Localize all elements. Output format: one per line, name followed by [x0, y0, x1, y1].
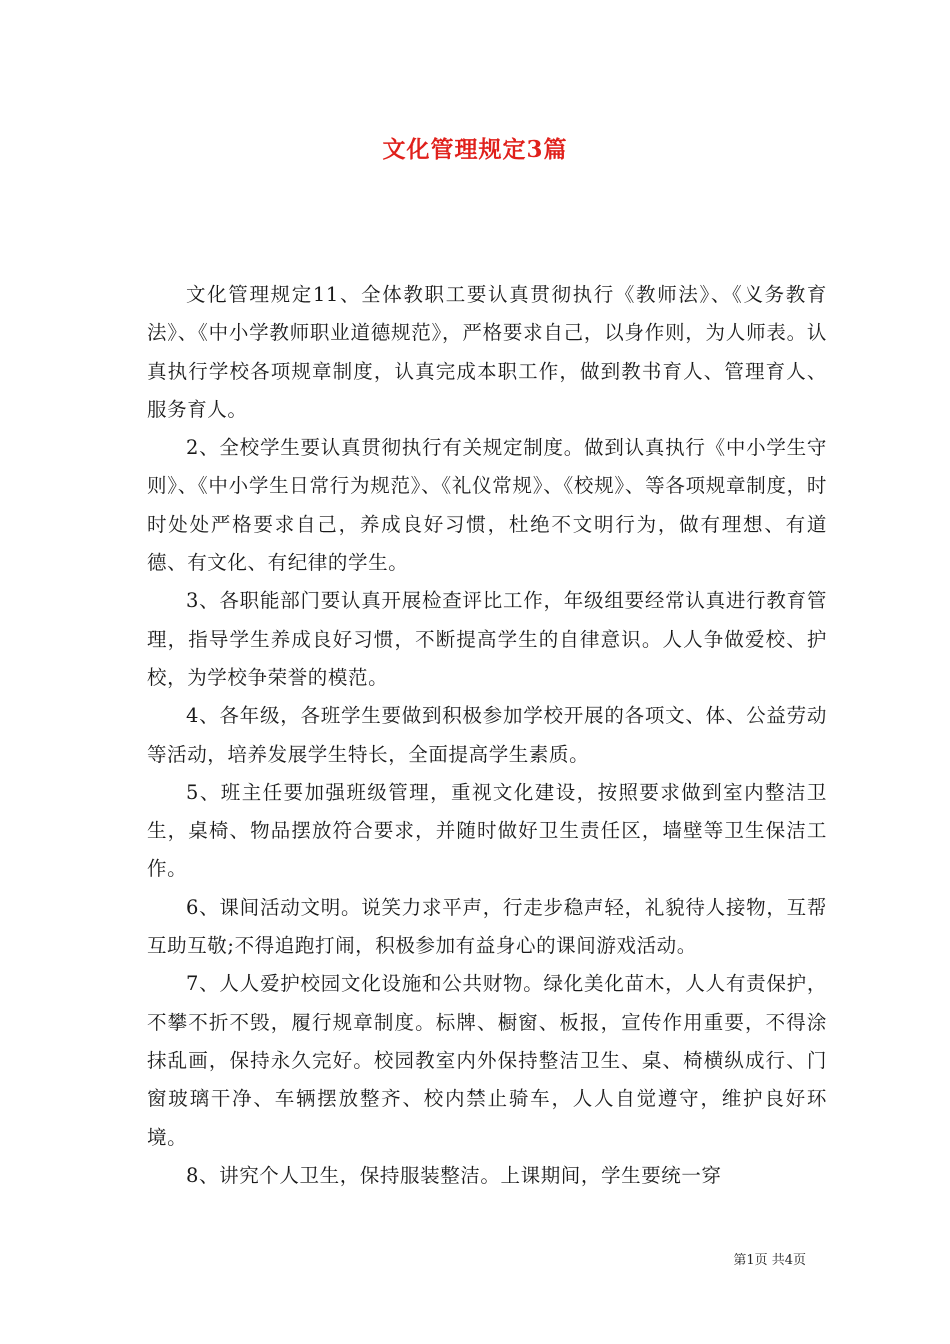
paragraph-2: 2、全校学生要认真贯彻执行有关规定制度。做到认真执行《中小学生守则》、《中小学生日常行为规范》、《礼仪常规》、《校规》、等各项规章制度，时时处处严格要求自己，养成良好习惯，杜绝不文明行为，做有理想、有道德、有文化、有纪律的学生。	[147, 436, 827, 575]
paragraph-1: 文化管理规定11、全体教职工要认真贯彻执行《教师法》、《义务教育法》、《中小学教师职业道德规范》，严格要求自己，以身作则，为人师表。认真执行学校各项规章制度，认真完成本职工作，做到教书育人、管理育人、服务育人。	[147, 283, 827, 421]
paragraph-5: 5、班主任要加强班级管理，重视文化建设，按照要求做到室内整洁卫生，桌椅、物品摆放符合要求，并随时做好卫生责任区，墙壁等卫生保洁工作。	[147, 780, 827, 881]
page-number-footer: 第1页 共4页	[733, 1253, 806, 1268]
paragraph-6: 6、课间活动文明。说笑力求平声，行走步稳声轻，礼貌待人接物，互帮互助互敬;不得追跑打闹，积极参加有益身心的课间游戏活动。	[147, 895, 827, 958]
paragraph-7: 7、人人爱护校园文化设施和公共财物。绿化美化苗木，人人有责保护，不攀不折不毁，履行规章制度。标牌、橱窗、板报，宣传作用重要，不得涂抹乱画，保持永久完好。校园教室内外保持整洁卫生、桌、椅横纵成行、门窗玻璃干净、车辆摆放整齐、校内禁止骑车，人人自觉遵守，维护良好环境。	[147, 972, 827, 1149]
document-body	[147, 276, 827, 1195]
paragraph-8: 8、讲究个人卫生，保持服装整洁。上课期间，学生要统一穿	[186, 1163, 722, 1187]
paragraph-4: 4、各年级，各班学生要做到积极参加学校开展的各项文、体、公益劳动等活动，培养发展学生特长，全面提高学生素质。	[147, 704, 827, 766]
paragraph-3: 3、各职能部门要认真开展检查评比工作，年级组要经常认真进行教育管理，指导学生养成良好习惯，不断提高学生的自律意识。人人争做爱校、护校，为学校争荣誉的模范。	[147, 589, 827, 689]
document-title: 文化管理规定3篇	[382, 136, 568, 163]
